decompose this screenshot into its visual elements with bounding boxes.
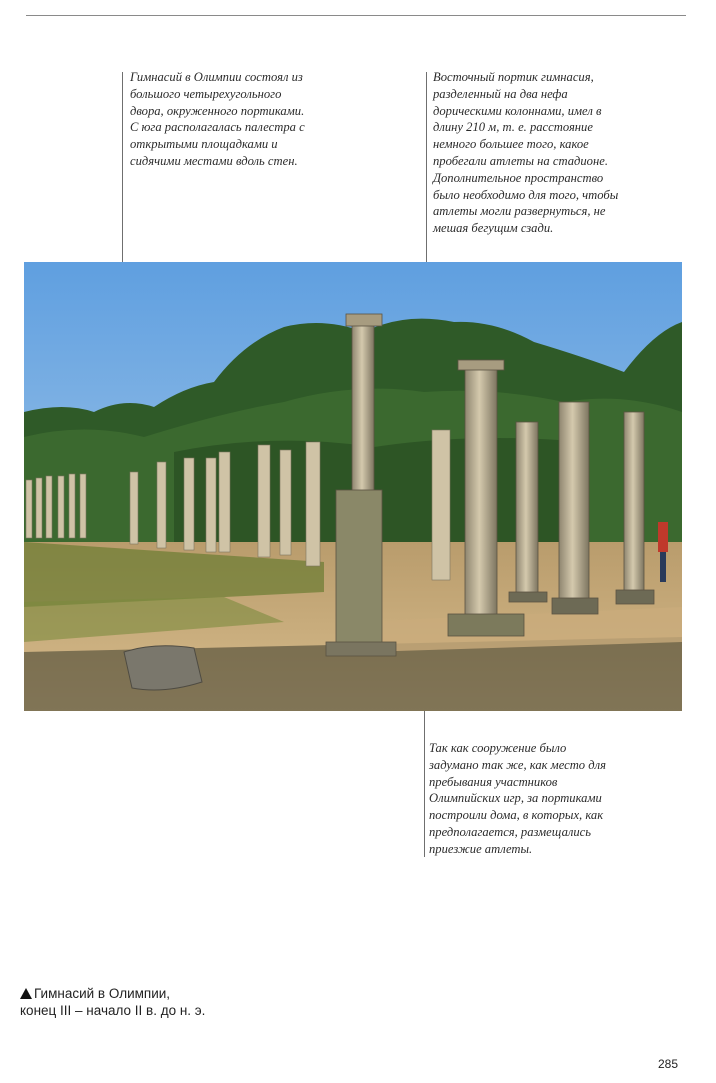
triangle-marker-icon: [20, 988, 32, 999]
caption-left: Гимнасий в Олимпии состоял из большого четырехугольного двора, окруженного портиками. С юга располагалась палестра с открытыми площадками и сидячими местами вдоль стен.: [130, 70, 305, 168]
figure-caption: [20, 985, 205, 1019]
top-rule: [26, 15, 686, 16]
page-number: 285: [657, 1057, 678, 1071]
leader-line-bottom: [424, 705, 425, 857]
caption-bottom: Так как сооружение было задумано так же, как место для пребывания участников Олимпийских игр, за портиками построили дома, в которых, как предполагается, размещались приезжие атлеты.: [429, 741, 606, 856]
caption-right: Восточный портик гимнасия, разделенный на два нефа дорическими колоннами, имел в длину 210 м, т. е. расстояние немного большее того, какое пробегали атлеты на стадионе. Дополнительное пространство было необходимо для того, чтобы атлеты могли развернуться, не мешая бегущим сзади.: [433, 70, 619, 236]
figure-caption-text: Гимнасий в Олимпии, конец III – начало II в. до н. э.: [20, 986, 206, 1018]
gymnasium-photo: [24, 262, 682, 711]
